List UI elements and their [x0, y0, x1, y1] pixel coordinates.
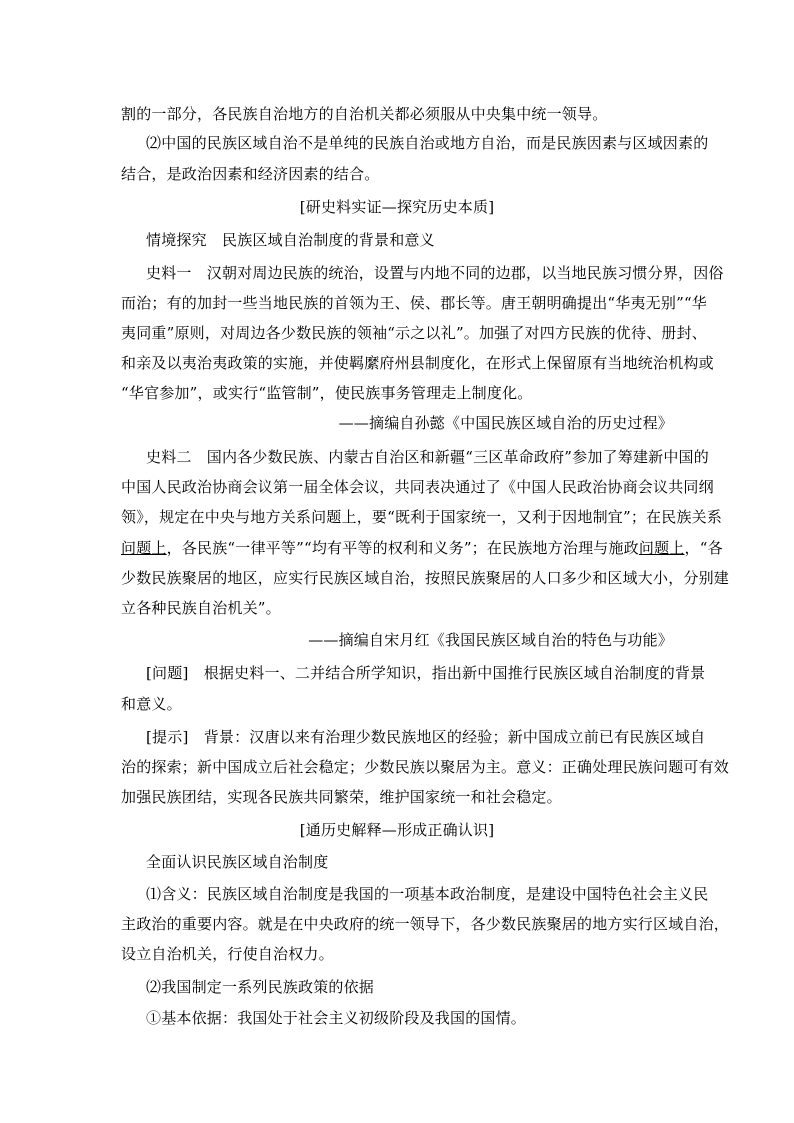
question-line: 和意义。: [121, 695, 182, 713]
subsection-title: 情境探究 民族区域自治制度的背景和意义: [146, 231, 435, 249]
section-heading: [通历史解释—形成正确认识]: [299, 821, 495, 839]
list-item: ①基本依据：我国处于社会主义初级阶段及我国的国情。: [146, 1009, 527, 1027]
paragraph-line: 领》，规定在中央与地方关系问题上，要“既利于国家统一，又利于因地制宜”；在民族关系: [121, 508, 723, 526]
hint-line: 加强民族团结，实现各民族共同繁荣，维护国家统一和社会稳定。: [121, 788, 562, 806]
paragraph-line: 而治；有的加封一些当地民族的首领为王、侯、郡长等。唐王朝明确提出“华夷无别”“华: [121, 294, 708, 312]
hint-line: [提示] 背景：汉唐以来有治理少数民族地区的经验；新中国成立前已有民族区域自: [146, 728, 706, 746]
question-line: [问题] 根据史料一、二并结合所学知识，指出新中国推行民族区域自治制度的背景: [146, 664, 706, 682]
subsection-title: 全面认识民族区域自治制度: [146, 853, 329, 871]
paragraph-line: 主政治的重要内容。就是在中央政府的统一领导下，各少数民族聚居的地方实行区域自治，: [121, 915, 730, 933]
paragraph-line: 割的一部分，各民族自治地方的自治机关都必须服从中央集中统一领导。: [121, 105, 608, 123]
underlined-phrase: 问题上: [638, 539, 685, 557]
text-segment: ，各民族“一律平等”“均有平等的权利和义务”；在民族地方治理与施政: [166, 539, 639, 557]
paragraph-line: “华官参加”，或实行“监管制”，使民族事务管理走上制度化。: [121, 384, 533, 402]
paragraph-line: 夷同重”原则，对周边各少数民族的领袖“示之以礼”。加强了对四方民族的优待、册封、: [121, 324, 708, 342]
paragraph-line: 设立自治机关，行使自治权力。: [121, 945, 334, 963]
hint-line: 治的探索；新中国成立后社会稳定；少数民族以聚居为主。意义：正确处理民族问题可有效: [121, 758, 730, 776]
paragraph-line: ⑵中国的民族区域自治不是单纯的民族自治或地方自治，而是民族因素与区域因素的: [146, 134, 709, 152]
source-citation: ——摘编自宋月红《我国民族区域自治的特色与功能》: [308, 631, 673, 649]
paragraph-line: 史料一 汉朝对周边民族的统治，设置与内地不同的边郡，以当地民族习惯分界，因俗: [146, 264, 724, 282]
section-heading: [研史料实证—探究历史本质]: [299, 198, 495, 216]
paragraph-line: 少数民族聚居的地区，应实行民族区域自治，按照民族聚居的人口多少和区域大小，分别建: [121, 569, 730, 587]
paragraph-line: [121, 538, 723, 558]
text-segment: ，“各: [684, 539, 723, 557]
paragraph-line: ⑴含义：民族区域自治制度是我国的一项基本政治制度，是建设中国特色社会主义民: [146, 885, 709, 903]
paragraph-line: 立各种民族自治机关”。: [121, 599, 281, 617]
underlined-phrase: 问题上: [121, 539, 167, 557]
paragraph-line: 和亲及以夷治夷政策的实施，并使羁縻府州县制度化，在形式上保留原有当地统治机构或: [121, 354, 714, 372]
paragraph-line: 结合，是政治因素和经济因素的结合。: [121, 165, 380, 183]
source-citation: ——摘编自孙懿《中国民族区域自治的历史过程》: [338, 414, 673, 432]
paragraph-line: 中国人民政治协商会议第一届全体会议，共同表决通过了《中国人民政治协商会议共同纲: [121, 478, 714, 496]
list-heading: ⑵我国制定一系列民族政策的依据: [146, 978, 375, 996]
paragraph-line: 史料二 国内各少数民族、内蒙古自治区和新疆“三区革命政府”参加了筹建新中国的: [146, 448, 709, 466]
